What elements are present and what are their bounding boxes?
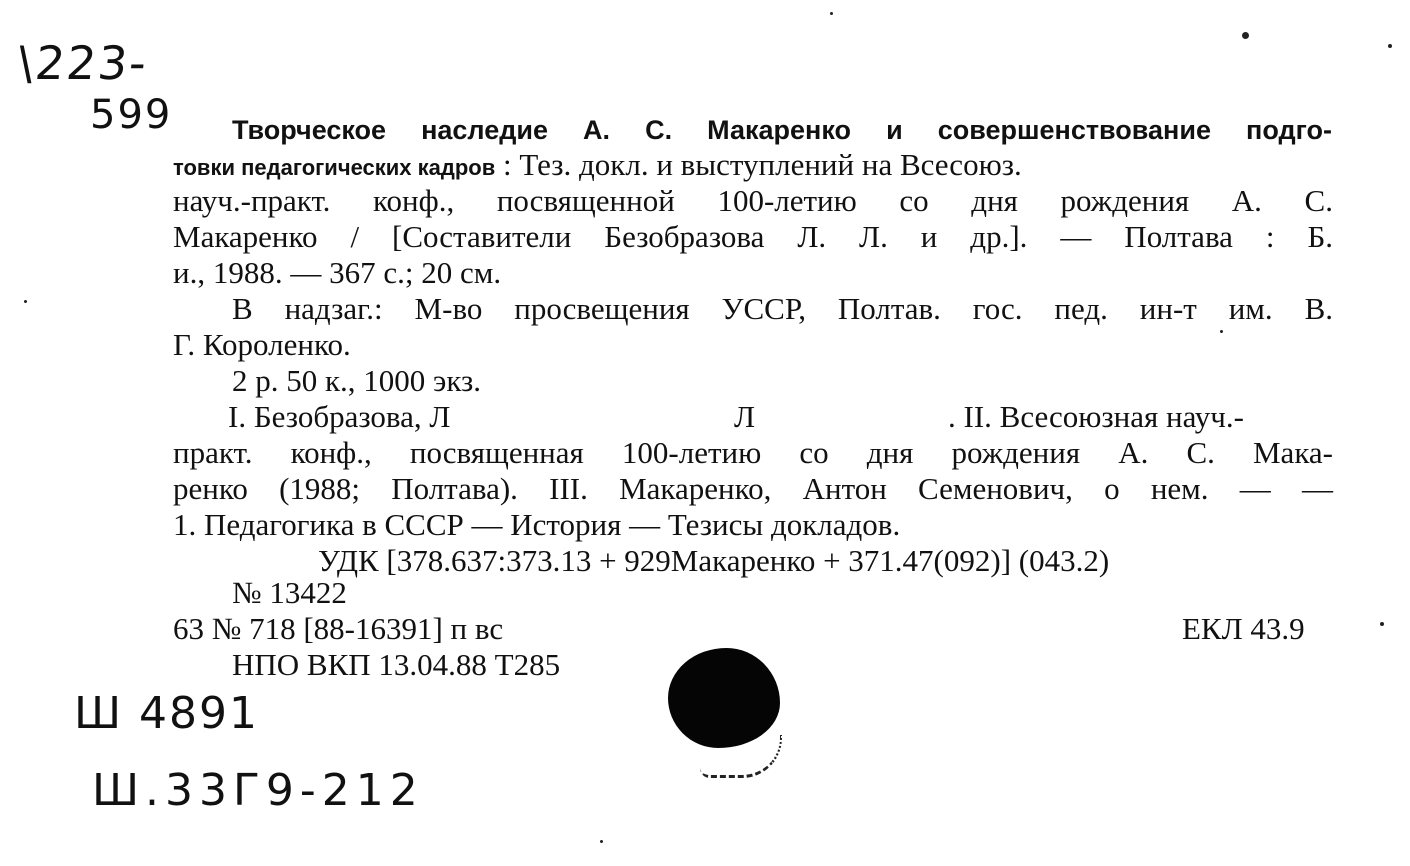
- code-right: ЕКЛ 43.9: [1182, 611, 1305, 646]
- udc-line: УДК [378.637:373.13 + 929Макаренко + 371.47(092)] (043.2): [318, 543, 1110, 578]
- publisher-line: НПО ВКП 13.04.88 Т285: [232, 647, 561, 682]
- handwritten-shelf-number: 599: [90, 92, 173, 138]
- code-left: 63 № 718 [88-16391] п вс: [173, 611, 504, 646]
- note-line2: Г. Короленко.: [173, 327, 351, 362]
- speck: [600, 840, 603, 843]
- card-number: № 13422: [232, 575, 347, 610]
- tracing-line2: практ. конф., посвященная 100-летию со дня рождения А. С. Мака-: [173, 435, 1333, 470]
- tracing-line3: ренко (1988; Полтава). III. Макаренко, Антон Семенович, о нем. — —: [173, 471, 1333, 506]
- entry-title-part2: товки педагогических кадров: [173, 155, 496, 180]
- speck: [1220, 330, 1223, 333]
- tracing-line1-part-a: I. Безобразова, Л: [228, 399, 451, 434]
- handwritten-inventory-number: Ш 4891: [74, 688, 260, 739]
- speck: [1388, 44, 1392, 48]
- handwritten-shelf-mark: \223-: [15, 36, 151, 90]
- speck: [830, 12, 833, 15]
- entry-line5: и., 1988. — 367 с.; 20 см.: [173, 255, 502, 290]
- entry-line2-rest: : Тез. докл. и выступлений на Всесоюз.: [495, 147, 1022, 182]
- tracing-line1-part-c: . II. Всесоюзная науч.-: [948, 399, 1244, 434]
- entry-title-line1: [232, 111, 1332, 148]
- entry-line3: науч.-практ. конф., посвященной 100-летию со дня рождения А. С.: [173, 183, 1333, 218]
- entry-line4: Макаренко / [Составители Безобразова Л. Л. и др.]. — Полтава : Б.: [173, 219, 1333, 254]
- tracing-line4: 1. Педагогика в СССР — История — Тезисы докладов.: [173, 507, 901, 542]
- handwritten-inventory-code: Ш.33Г9-212: [92, 765, 424, 816]
- entry-title-line2: [173, 147, 1333, 186]
- price-line: 2 р. 50 к., 1000 экз.: [232, 363, 482, 398]
- ink-blot: [668, 648, 780, 748]
- ink-blot-tail: [700, 735, 782, 778]
- speck: [1380, 622, 1384, 626]
- tracing-line1-part-b: Л: [734, 399, 756, 434]
- note-line1: В надзаг.: М-во просвещения УССР, Полтав. гос. пед. ин-т им. В.: [232, 291, 1333, 326]
- entry-title-part1: Творческое наследие А. С. Макаренко и совершенствование подго-: [232, 115, 1332, 145]
- speck: [1242, 32, 1249, 39]
- speck: [24, 300, 27, 303]
